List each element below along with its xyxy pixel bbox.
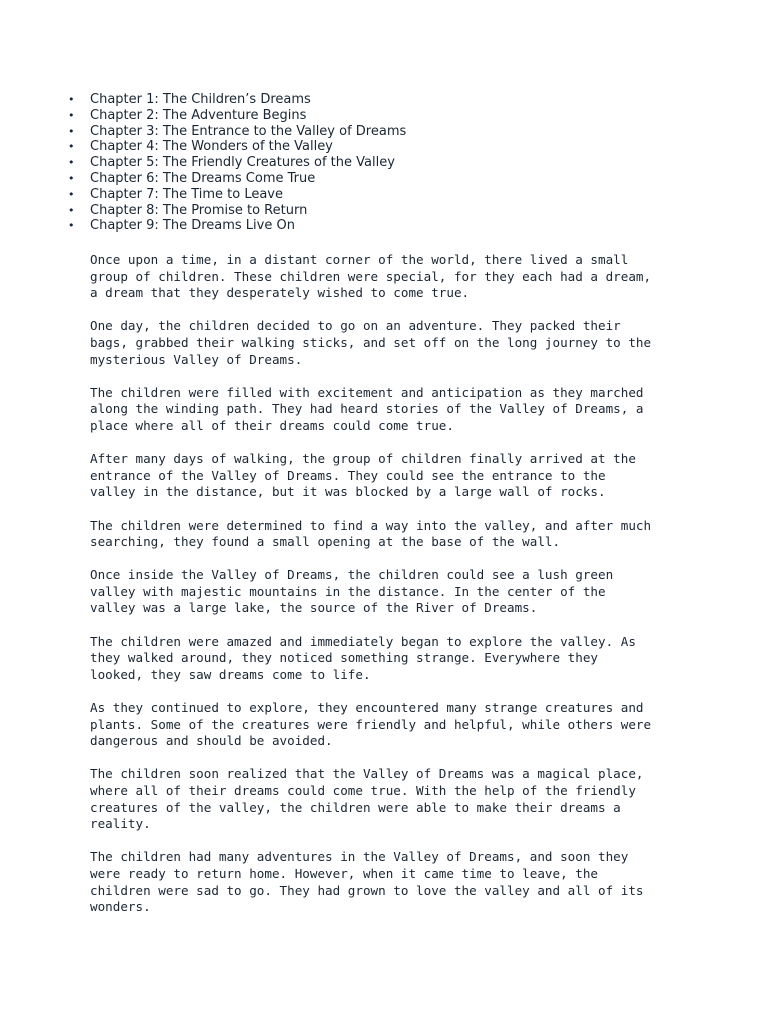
bullet-icon: • bbox=[68, 93, 75, 106]
story-paragraph: Once inside the Valley of Dreams, the children could see a lush green valley with majestic mountains in the distance. In the center of the valley was a large lake, the source of the River of Dreams. bbox=[90, 567, 614, 616]
chapter-list bbox=[68, 92, 407, 234]
story-paragraph: The children soon realized that the Valley of Dreams was a magical place, where all of their dreams could come true. With the help of the friendly creatures of the valley, the children were able to make their dreams a reality. bbox=[90, 766, 644, 832]
chapter-item bbox=[68, 170, 406, 187]
chapter-title: Chapter 2: The Adventure Begins bbox=[90, 107, 307, 123]
bullet-icon: • bbox=[68, 171, 75, 185]
story-paragraph: The children were determined to find a way into the valley, and after much searching, they found a small opening at the base of the wall. bbox=[90, 517, 652, 550]
chapter-item bbox=[68, 107, 406, 124]
bullet-icon: • bbox=[68, 156, 75, 170]
bullet-icon: • bbox=[68, 219, 75, 233]
chapter-item bbox=[68, 186, 406, 203]
chapter-title: Chapter 5: The Friendly Creatures of the Valley bbox=[90, 155, 395, 171]
bullet-icon: • bbox=[68, 187, 75, 201]
chapter-item bbox=[68, 155, 406, 171]
chapter-title: Chapter 6: The Dreams Come True bbox=[90, 170, 316, 186]
bullet-icon: • bbox=[68, 124, 75, 138]
story-paragraph: After many days of walking, the group of children finally arrived at the entrance of the Valley of Dreams. They could see the entrance to the valley in the distance, but it was blocked by a large wall of rocks. bbox=[90, 451, 636, 500]
story-paragraph: The children were amazed and immediately began to explore the valley. As they walked around, they noticed something strange. Everywhere they looked, they saw dreams come to life. bbox=[90, 633, 636, 682]
chapter-item bbox=[68, 218, 406, 234]
bullet-icon: • bbox=[68, 108, 75, 122]
chapter-title: Chapter 4: The Wonders of the Valley bbox=[90, 139, 333, 155]
chapter-title: Chapter 9: The Dreams Live On bbox=[90, 218, 295, 234]
bullet-icon: • bbox=[68, 140, 75, 154]
story-paragraph: One day, the children decided to go on an adventure. They packed their bags, grabbed their walking sticks, and set off on the long journey to the mysterious Valley of Dreams. bbox=[90, 318, 652, 367]
chapter-item bbox=[68, 92, 406, 108]
chapter-title: Chapter 1: The Children’s Dreams bbox=[90, 92, 311, 107]
story-body bbox=[90, 252, 710, 932]
story-paragraph: As they continued to explore, they encountered many strange creatures and plants. Some of the creatures were friendly and helpful, while others were dangerous and should be avoided. bbox=[90, 700, 652, 749]
story-paragraph: The children were filled with excitement and anticipation as they marched along the winding path. They had heard stories of the Valley of Dreams, a place where all of their dreams could come true. bbox=[90, 384, 644, 433]
chapter-title: Chapter 3: The Entrance to the Valley of Dreams bbox=[90, 123, 407, 139]
chapter-title: Chapter 7: The Time to Leave bbox=[90, 186, 284, 202]
story-paragraph: Once upon a time, in a distant corner of the world, there lived a small group of children. These children were special, for they each had a dream, a dream that they desperately wished to come true. bbox=[90, 252, 652, 301]
chapter-title: Chapter 8: The Promise to Return bbox=[90, 202, 308, 218]
chapter-item bbox=[68, 202, 406, 219]
bullet-icon: • bbox=[68, 203, 75, 217]
story-paragraph: The children had many adventures in the Valley of Dreams, and soon they were ready to return home. However, when it came time to leave, the children were sad to go. They had grown to love the valley and all of its wonders. bbox=[90, 849, 644, 915]
chapter-item bbox=[68, 139, 406, 155]
chapter-item bbox=[68, 123, 407, 140]
